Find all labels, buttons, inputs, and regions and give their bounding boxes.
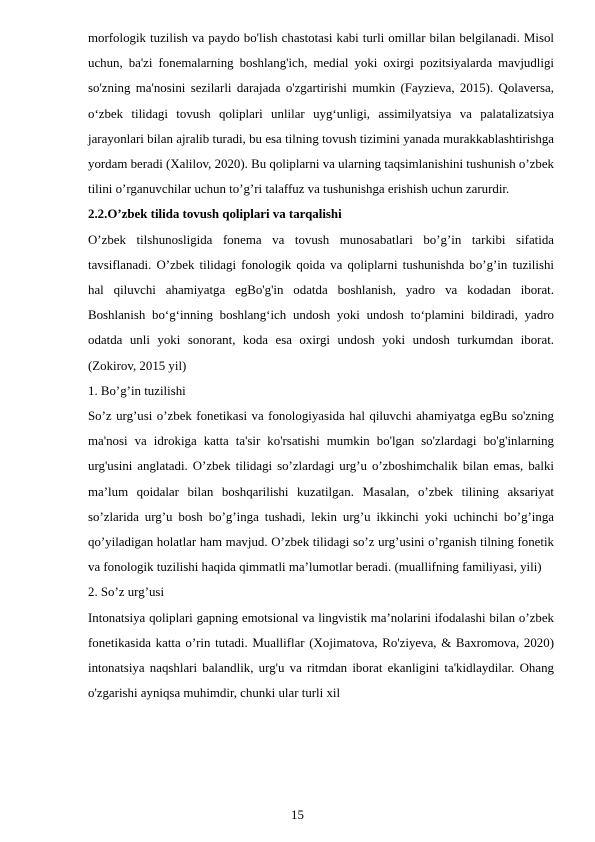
- subheading-word-stress: 2. So’z urg’usi: [88, 585, 165, 600]
- paragraph-4: Intonatsiya qoliplari gapning emotsional va lingvistik ma’nolarini ifodalashi bilan o’zbek fonetikasida katta o’rin tutadi. Mualliflar (Xojimatova, Ro'ziyeva, & Baxromova, 2020) intonatsiya naqshlari balandlik, urg'u va ritmdan iborat ekanligini ta'kidlaydilar. Ohang o'zgarishi ayniqsa muhimdir, chunki ular turli xil: [88, 610, 554, 701]
- subheading-syllable-structure: 1. Bo’g’in tuzilishi: [88, 383, 186, 398]
- paragraph-1: morfologik tuzilish va paydo bo'lish chastotasi kabi turli omillar bilan belgilanadi. Misol uchun, ba'zi fonemalarning boshlang'ich, medial yoki oxirgi pozitsiyalarda mavjudligi so'zning ma'nosini sezilarli darajada o'zgartirishi mumkin (Fayzieva, 2015). Qolaversa, o‘zbek tilidagi tovush qoliplari unlilar uyg‘unligi, assimilyatsiya va palatalizatsiya jarayonlari bilan ajralib turadi, bu esa tilning tovush tizimini yanada murakkablashtirishga yordam beradi (Xalilov, 2020). Bu qoliplarni va ularning taqsimlanishini tushunish o’zbek tilini o’rganuvchilar uchun to’g’ri talaffuz va tushunishga erishish uchun zarurdir.: [88, 31, 555, 197]
- page-number: 15: [291, 808, 304, 822]
- paragraph-3: So’z urg’usi o’zbek fonetikasi va fonologiyasida hal qiluvchi ahamiyatga egBu so'zning ma'nosi va idrokiga katta ta'sir ko'rsatishi mumkin bo'lgan so'zlardagi bo'g'inlarning urg'usini anglatadi. O’zbek tilidagi so’zlardagi urg’u o’zboshimchalik bilan emas, balki ma’lum qoidalar bilan boshqarilishi kuzatilgan. Masalan, o’zbek tilining aksariyat so’zlarida urg’u bosh bo’g’inga tushadi, lekin urg’u ikkinchi yoki uchinchi bo’g’inga qo’yiladigan holatlar ham mavjud. O’zbek tilidagi so’z urg’usini o’rganish tilning fonetik va fonologik tuzilishi haqida qimmatli ma’lumotlar beradi. (muallifning familiyasi, yili): [88, 409, 554, 575]
- document-body: [88, 26, 554, 706]
- section-heading: 2.2.O’zbek tilida tovush qoliplari va tarqalishi: [88, 207, 342, 222]
- paragraph-2: O’zbek tilshunosligida fonema va tovush munosabatlari bo’g’in tarkibi sifatida tavsiflanadi. O’zbek tilidagi fonologik qoida va qoliplarni tushunishda bo’g’in tuzilishi hal qiluvchi ahamiyatga egBo'g'in odatda boshlanish, yadro va kodadan iborat. Boshlanish bo‘g‘inning boshlang‘ich undosh yoki undosh to‘plamini bildiradi, yadro odatda unli yoki sonorant, koda esa oxirgi undosh yoki undosh turkumdan iborat. (Zokirov, 2015 yil): [88, 232, 554, 373]
